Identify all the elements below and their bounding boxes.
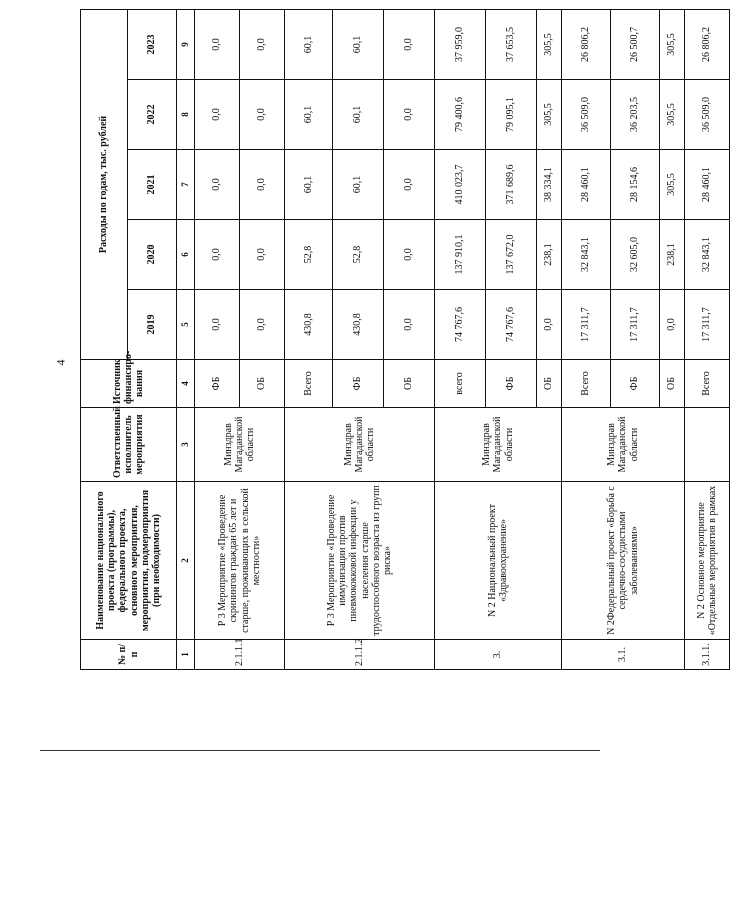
value-cell: 60,1: [333, 80, 384, 150]
row-name: N 2 Основное мероприятие «Отдельные мероприятия в рамках: [685, 482, 730, 640]
row-source: ФБ: [486, 360, 537, 408]
value-cell: 79 095,1: [486, 80, 537, 150]
value-cell: 17 311,7: [562, 290, 611, 360]
value-cell: 26 500,7: [611, 9, 660, 79]
row-source: ФБ: [195, 360, 240, 408]
row-executor: Минздрав Магаданской области: [435, 408, 562, 482]
row-num: 2.1.1.1: [195, 640, 285, 670]
row-source: ОБ: [660, 360, 685, 408]
column-number-row: [177, 9, 195, 669]
header-name: Наименование национального проекта (программы), федерального проекта, основного мероприятия, мероприятия, подмероприятия (при необходимости): [81, 482, 177, 640]
value-cell: 17 311,7: [611, 290, 660, 360]
row-source: ОБ: [384, 360, 435, 408]
value-cell: 36 203,5: [611, 80, 660, 150]
row-source: Всего: [285, 360, 333, 408]
value-cell: 60,1: [285, 80, 333, 150]
column-number: 2: [177, 482, 195, 640]
header-year: 2021: [128, 150, 177, 220]
value-cell: 38 334,1: [537, 150, 562, 220]
header-row-top: [81, 9, 128, 669]
value-cell: 52,8: [333, 220, 384, 290]
row-name: Р 3 Мероприятие «Проведение скринингов граждан 65 лет и старше, проживающих в сельской местности»: [195, 482, 285, 640]
row-name: N 2Федеральный проект «Борьба с сердечно-сосудистыми заболеваниями»: [562, 482, 685, 640]
row-source: ФБ: [611, 360, 660, 408]
value-cell: 0,0: [195, 150, 240, 220]
row-source: ФБ: [333, 360, 384, 408]
value-cell: 0,0: [384, 290, 435, 360]
header-executor: Ответственный исполнитель мероприятия: [81, 408, 177, 482]
column-number: 8: [177, 80, 195, 150]
value-cell: 0,0: [195, 9, 240, 79]
value-cell: 371 689,6: [486, 150, 537, 220]
value-cell: 74 767,6: [435, 290, 486, 360]
row-source: Всего: [685, 360, 730, 408]
value-cell: 137 672,0: [486, 220, 537, 290]
value-cell: 26 806,2: [562, 9, 611, 79]
row-num: 3.: [435, 640, 562, 670]
value-cell: 37 959,0: [435, 9, 486, 79]
column-number: 6: [177, 220, 195, 290]
header-year: 2020: [128, 220, 177, 290]
value-cell: 0,0: [537, 290, 562, 360]
table-row: [195, 9, 240, 669]
value-cell: 0,0: [384, 9, 435, 79]
row-executor: [685, 408, 730, 482]
value-cell: 0,0: [384, 150, 435, 220]
row-num: 3.1.: [562, 640, 685, 670]
value-cell: 0,0: [240, 150, 285, 220]
value-cell: 430,8: [333, 290, 384, 360]
header-source: Источник финансиро-вания: [81, 360, 177, 408]
value-cell: 36 509,0: [562, 80, 611, 150]
value-cell: 0,0: [195, 290, 240, 360]
value-cell: 238,1: [537, 220, 562, 290]
row-source: ОБ: [537, 360, 562, 408]
column-number: 3: [177, 408, 195, 482]
value-cell: 32 605,0: [611, 220, 660, 290]
value-cell: 305,5: [660, 80, 685, 150]
value-cell: 32 843,1: [562, 220, 611, 290]
row-num: 3.1.1.: [685, 640, 730, 670]
column-number: 9: [177, 9, 195, 79]
value-cell: 0,0: [240, 80, 285, 150]
value-cell: 28 460,1: [562, 150, 611, 220]
row-name: N 2 Национальный проект «Здравоохранение»: [435, 482, 562, 640]
value-cell: 52,8: [285, 220, 333, 290]
rotated-table-container: [80, 10, 718, 670]
value-cell: 74 767,6: [486, 290, 537, 360]
row-executor: Минздрав Магаданской области: [195, 408, 285, 482]
value-cell: 32 843,1: [685, 220, 730, 290]
value-cell: 305,5: [660, 150, 685, 220]
value-cell: 137 910,1: [435, 220, 486, 290]
row-name: Р 3 Мероприятие «Проведение иммунизации против пневмококковой инфекции у населения старше трудоспособного возраста из групп риска»: [285, 482, 435, 640]
column-number: 1: [177, 640, 195, 670]
value-cell: 17 311,7: [685, 290, 730, 360]
value-cell: 305,5: [660, 9, 685, 79]
value-cell: 0,0: [384, 220, 435, 290]
column-number: 7: [177, 150, 195, 220]
value-cell: 60,1: [333, 150, 384, 220]
value-cell: 28 154,6: [611, 150, 660, 220]
page-number: 4: [53, 359, 68, 366]
value-cell: 79 400,6: [435, 80, 486, 150]
row-source: всего: [435, 360, 486, 408]
header-num: № п/п: [81, 640, 177, 670]
value-cell: 0,0: [195, 80, 240, 150]
table-row: [435, 9, 486, 669]
value-cell: 0,0: [384, 80, 435, 150]
value-cell: 26 806,2: [685, 9, 730, 79]
value-cell: 60,1: [285, 150, 333, 220]
header-expenses: Расходы по годам, тыс. рублей: [81, 9, 128, 359]
value-cell: 305,5: [537, 80, 562, 150]
value-cell: 36 509,0: [685, 80, 730, 150]
value-cell: 0,0: [240, 9, 285, 79]
value-cell: 238,1: [660, 220, 685, 290]
value-cell: 0,0: [195, 220, 240, 290]
table-row: [562, 9, 611, 669]
row-executor: Минздрав Магаданской области: [285, 408, 435, 482]
page-divider-line: [40, 750, 600, 751]
column-number: 5: [177, 290, 195, 360]
value-cell: 305,5: [537, 9, 562, 79]
header-year: 2022: [128, 80, 177, 150]
expenses-table: [80, 9, 730, 670]
value-cell: 60,1: [285, 9, 333, 79]
value-cell: 410 023,7: [435, 150, 486, 220]
value-cell: 60,1: [333, 9, 384, 79]
value-cell: 430,8: [285, 290, 333, 360]
row-executor: Минздрав Магаданской области: [562, 408, 685, 482]
table-row: [685, 9, 730, 669]
table-row: [285, 9, 333, 669]
row-num: 2.1.1.2: [285, 640, 435, 670]
column-number: 4: [177, 360, 195, 408]
value-cell: 37 653,5: [486, 9, 537, 79]
value-cell: 0,0: [240, 290, 285, 360]
header-year: 2023: [128, 9, 177, 79]
header-year: 2019: [128, 290, 177, 360]
row-source: ОБ: [240, 360, 285, 408]
value-cell: 0,0: [240, 220, 285, 290]
value-cell: 28 460,1: [685, 150, 730, 220]
value-cell: 0,0: [660, 290, 685, 360]
row-source: Всего: [562, 360, 611, 408]
